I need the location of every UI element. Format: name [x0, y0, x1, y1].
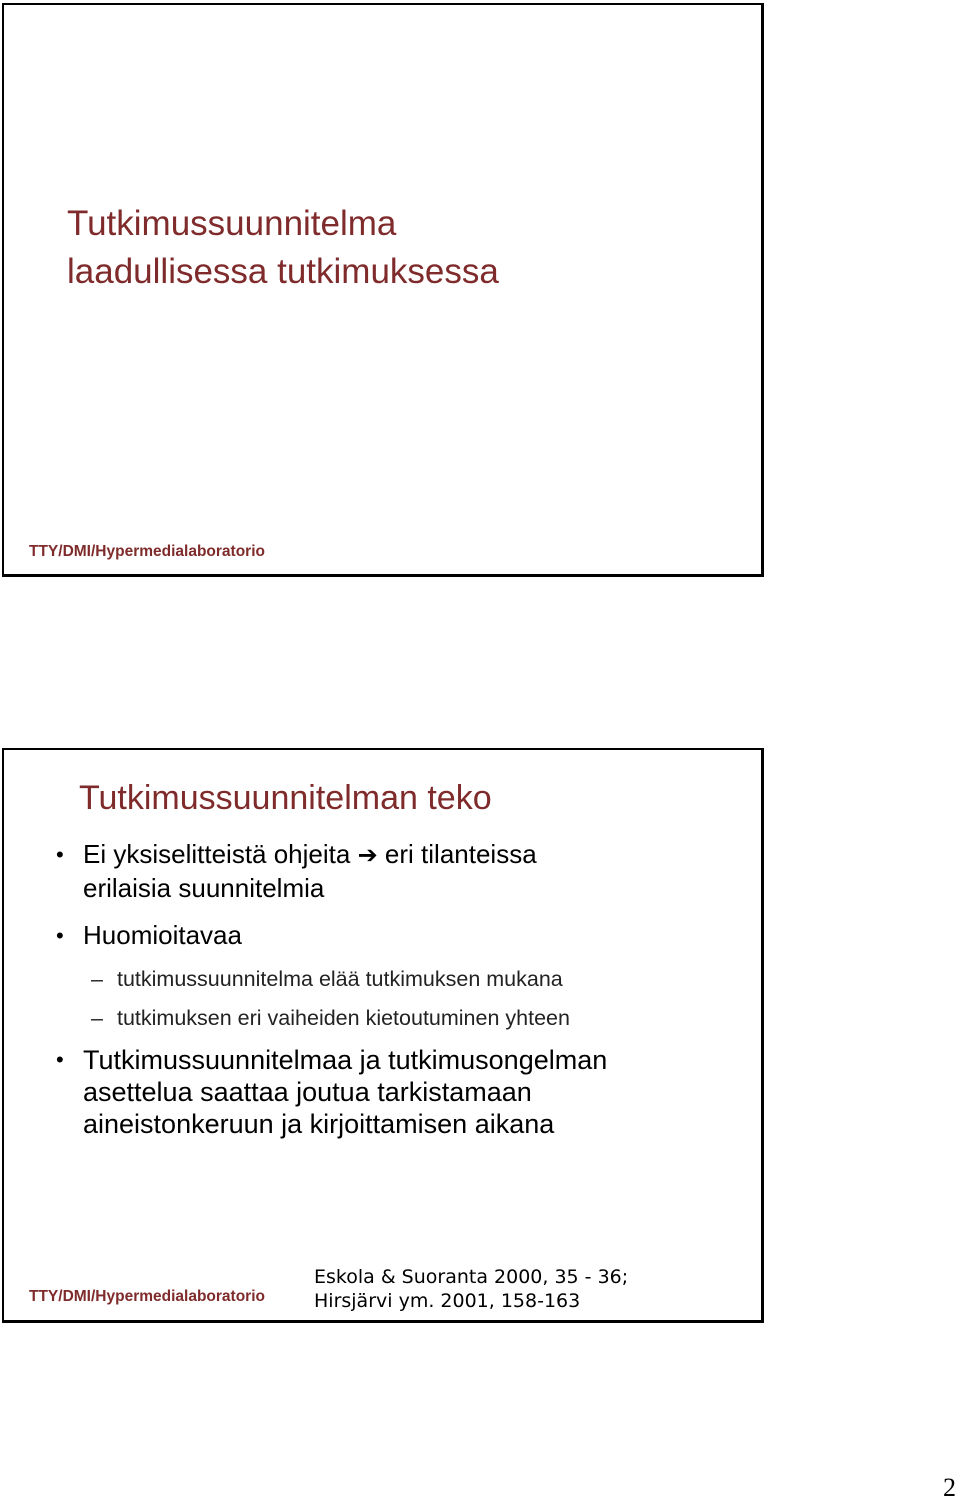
- bullet-icon: •: [56, 1047, 64, 1072]
- bullet-icon: •: [56, 842, 64, 867]
- slide-2: [2, 748, 764, 1323]
- slide-1-footer-org: TTY/DMI/Hypermedialaboratorio: [29, 543, 265, 560]
- bullet-item-1-text-a: Ei yksiselitteistä ohjeita: [83, 839, 351, 869]
- bullet-item-2-text: Huomioitavaa: [83, 920, 242, 950]
- reference-line-1: Eskola & Suoranta 2000, 35 - 36;: [314, 1266, 629, 1288]
- slide-1: [2, 3, 764, 577]
- bullet-item-1-text-b: eri tilanteissa: [384, 839, 537, 869]
- page-number: 2: [943, 1473, 956, 1502]
- sub-bullet-1-text: tutkimussuunnitelma elää tutkimuksen mukana: [117, 967, 563, 991]
- bullet-list: [4, 838, 744, 1154]
- slide-1-title-line-2: laadullisessa tutkimuksessa: [67, 252, 499, 291]
- bullet-item-2: [4, 919, 744, 952]
- slide-1-title-line-1: Tutkimussuunnitelma: [67, 204, 397, 243]
- bullet-item-3: [4, 1044, 744, 1140]
- dash-icon: –: [91, 967, 103, 991]
- dash-icon: –: [91, 1006, 103, 1030]
- bullet-icon: •: [56, 923, 64, 948]
- slide-2-footer-org: TTY/DMI/Hypermedialaboratorio: [29, 1288, 265, 1305]
- arrow-right-icon: ➔: [357, 841, 378, 869]
- bullet-item-3-line-1: Tutkimussuunnitelmaa ja tutkimusongelman: [83, 1045, 608, 1075]
- sub-bullet-2: [4, 1005, 744, 1031]
- slide-2-title: Tutkimussuunnitelman teko: [79, 779, 492, 817]
- slide-1-title: [67, 200, 499, 296]
- bullet-item-1-text-c: erilaisia suunnitelmia: [83, 873, 325, 903]
- reference-line-2: Hirsjärvi ym. 2001, 158-163: [314, 1290, 581, 1312]
- bullet-item-1: [4, 838, 744, 905]
- sub-bullet-2-text: tutkimuksen eri vaiheiden kietoutuminen yhteen: [117, 1006, 570, 1030]
- bullet-item-3-line-3: aineistonkeruun ja kirjoittamisen aikana: [83, 1109, 555, 1139]
- sub-bullet-1: [4, 966, 744, 992]
- reference: [314, 1265, 628, 1313]
- bullet-item-3-line-2: asettelua saattaa joutua tarkistamaan: [83, 1077, 532, 1107]
